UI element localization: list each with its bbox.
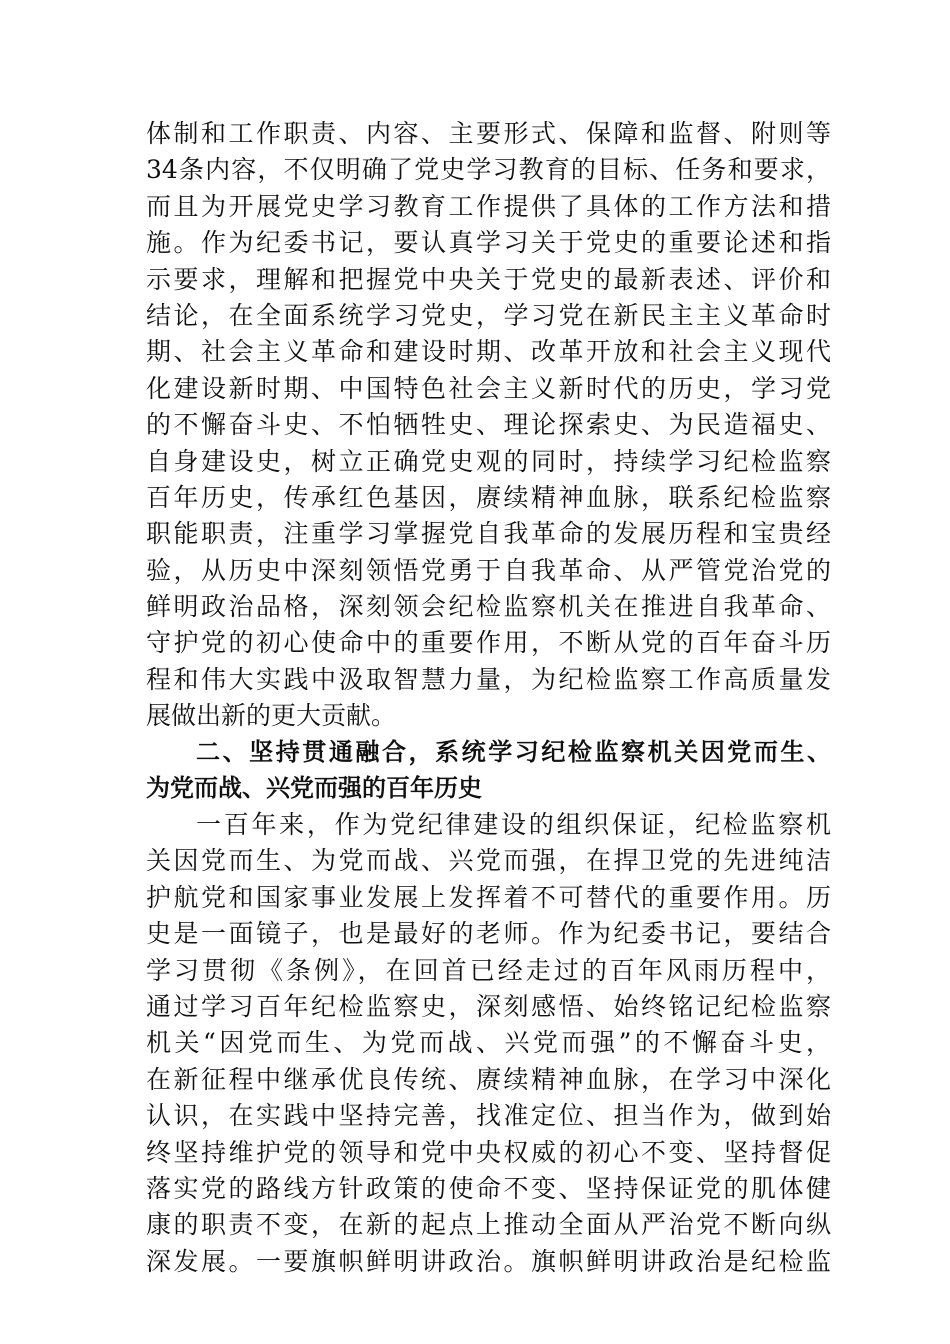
paragraph-1 <box>146 116 831 735</box>
paragraph-1-line: 示要求，理解和把握党中央关于党史的最新表述、评价和 <box>146 264 831 294</box>
paragraph-1-line: 的不懈奋斗史、不怕牺牲史、理论探索史、为民造福史、 <box>146 410 831 440</box>
heading-line: 为党而战、兴党而强的百年历史 <box>146 774 482 803</box>
paragraph-1-line: 体制和工作职责、内容、主要形式、保障和监督、附则等 <box>146 119 831 148</box>
paragraph-2-line: 一百年来，作为党纪律建设的组织保证，纪检监察机 <box>196 810 831 839</box>
paragraph-1-line: 程和伟大实践中汲取智慧力量，为纪检监察工作高质量发 <box>146 664 831 694</box>
paragraph-2-line: 史是一面镜子，也是最好的老师。作为纪委书记，要结合 <box>146 919 831 949</box>
paragraph-2-line: 认识，在实践中坚持完善，找准定位、担当作为，做到始 <box>146 1101 831 1131</box>
paragraph-2-line: 学习贯彻《条例》，在回首已经走过的百年风雨历程中， <box>146 955 831 985</box>
paragraph-1-line: 百年历史，传承红色基因，赓续精神血脉，联系纪检监察 <box>146 482 831 512</box>
paragraph-2-line: 通过学习百年纪检监察史，深刻感悟、始终铭记纪检监察 <box>146 991 831 1021</box>
paragraph-2-line: 深发展。一要旗帜鲜明讲政治。旗帜鲜明讲政治是纪检监 <box>146 1246 831 1276</box>
section-heading <box>146 734 831 807</box>
heading-line: 二、坚持贯通融合，系统学习纪检监察机关因党而生、 <box>196 738 831 766</box>
paragraph-1-line: 鲜明政治品格，深刻领会纪检监察机关在推进自我革命、 <box>146 592 831 622</box>
paragraph-1-line: 期、社会主义革命和建设时期、改革开放和社会主义现代 <box>146 337 831 367</box>
paragraph-1-line: 结论，在全面系统学习党史，学习党在新民主主义革命时 <box>146 300 831 330</box>
paragraph-1-line: 34条内容，不仅明确了党史学习教育的目标、任务和要求， <box>146 155 831 185</box>
paragraph-1-line: 展做出新的更大贡献。 <box>146 701 397 731</box>
paragraph-1-line: 而且为开展党史学习教育工作提供了具体的工作方法和措 <box>146 191 831 221</box>
paragraph-1-line: 职能职责，注重学习掌握党自我革命的发展历程和宝贵经 <box>146 519 831 549</box>
paragraph-2-line: 在新征程中继承优良传统、赓续精神血脉，在学习中深化 <box>146 1064 831 1094</box>
paragraph-1-line: 化建设新时期、中国特色社会主义新时代的历史，学习党 <box>146 373 831 403</box>
paragraph-1-line: 施。作为纪委书记，要认真学习关于党史的重要论述和指 <box>146 228 831 258</box>
paragraph-1-line: 验，从历史中深刻领悟党勇于自我革命、从严管党治党的 <box>146 555 831 585</box>
paragraph-2-line: 机关“因党而生、为党而战、兴党而强”的不懈奋斗史， <box>146 1028 831 1058</box>
paragraph-2-line: 终坚持维护党的领导和党中央权威的初心不变、坚持督促 <box>146 1137 831 1167</box>
paragraph-2-line: 落实党的路线方针政策的使命不变、坚持保证党的肌体健 <box>146 1173 831 1203</box>
paragraph-2 <box>146 807 831 1280</box>
paragraph-2-line: 关因党而生、为党而战、兴党而强，在捍卫党的先进纯洁 <box>146 846 831 876</box>
paragraph-1-line: 自身建设史，树立正确党史观的同时，持续学习纪检监察 <box>146 446 831 476</box>
paragraph-2-line: 护航党和国家事业发展上发挥着不可替代的重要作用。历 <box>146 882 831 912</box>
paragraph-1-line: 守护党的初心使命中的重要作用，不断从党的百年奋斗历 <box>146 628 831 658</box>
paragraph-2-line: 康的职责不变，在新的起点上推动全面从严治党不断向纵 <box>146 1210 831 1240</box>
